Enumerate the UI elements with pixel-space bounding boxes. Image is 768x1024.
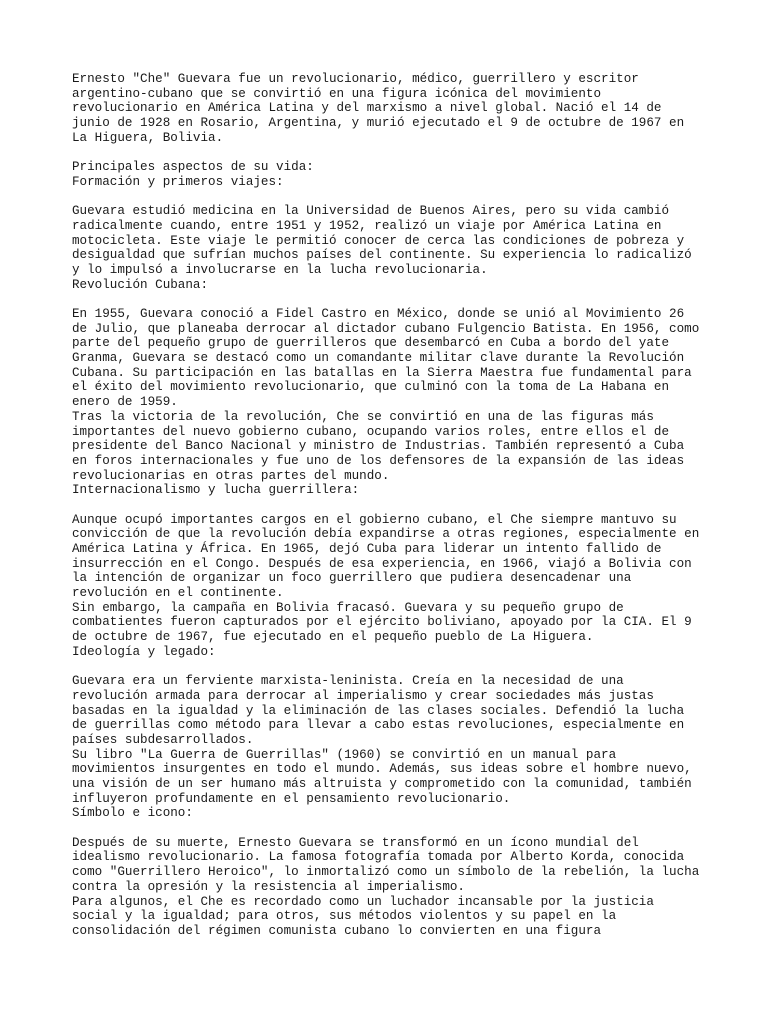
text-line: revolucionarias en otras partes del mundo. xyxy=(72,468,390,483)
text-line: revolución armada para derrocar al imperialismo y crear sociedades más justas xyxy=(72,688,654,703)
text-line: el éxito del movimiento revolucionario, que culminó con la toma de La Habana en xyxy=(72,380,670,395)
text-line: una visión de un ser humano más altruista y comprometido con la comunidad, también xyxy=(72,777,692,791)
text-line: América Latina y África. En 1965, dejó Cuba para liderar un intento fallido de xyxy=(72,542,662,556)
text-line: Tras la victoria de la revolución, Che se convirtió en una de las figuras más xyxy=(72,409,654,424)
text-line: influyeron profundamente en el pensamiento revolucionario. xyxy=(72,791,511,806)
text-line: Revolución Cubana: xyxy=(72,277,209,292)
text-line: Cubana. Su participación en las batallas en la Sierra Maestra fue fundamental para xyxy=(72,365,692,380)
text-line: contra la opresión y la resistencia al imperialismo. xyxy=(72,879,465,894)
text-line: Para algunos, el Che es recordado como un luchador incansable por la justicia xyxy=(72,894,654,909)
text-line: Después de su muerte, Ernesto Guevara se transformó en un ícono mundial del xyxy=(72,835,639,850)
text-line: Su libro "La Guerra de Guerrillas" (1960) se convirtió en un manual para xyxy=(72,747,617,762)
text-line: Principales aspectos de su vida: xyxy=(72,160,314,175)
text-line: Internacionalismo y lucha guerrillera: xyxy=(72,483,360,498)
text-line: Guevara era un ferviente marxista-leninista. Creía en la necesidad de una xyxy=(72,674,624,689)
text-line: presidente del Banco Nacional y ministro de Industrias. También representó a Cuba xyxy=(72,439,685,454)
text-line: en foros internacionales y fue uno de los defensores de la expansión de las ideas xyxy=(72,453,685,468)
text-line: basadas en la igualdad y la eliminación de las clases sociales. Defendió la lucha xyxy=(72,703,685,718)
text-line xyxy=(72,498,712,513)
text-line xyxy=(72,821,712,836)
text-line xyxy=(72,660,712,675)
text-line: enero de 1959. xyxy=(72,395,178,410)
text-line: Sin embargo, la campaña en Bolivia fracasó. Guevara y su pequeño grupo de xyxy=(72,600,624,615)
text-line: insurrección en el Congo. Después de esa experiencia, en 1966, viajó a Bolivia con xyxy=(72,556,692,571)
text-line: desigualdad que sufrían muchos países del continente. Su experiencia lo radicalizó xyxy=(72,248,692,263)
text-line: social y la igualdad; para otros, sus métodos violentos y su papel en la xyxy=(72,909,617,924)
text-line xyxy=(72,145,712,160)
text-line: Ernesto "Che" Guevara fue un revolucionario, médico, guerrillero y escritor xyxy=(72,72,639,86)
text-line: radicalmente cuando, entre 1951 y 1952, realizó un viaje por América Latina en xyxy=(72,218,662,233)
text-line: movimientos insurgentes en todo el mundo. Además, sus ideas sobre el hombre nuevo, xyxy=(72,762,692,777)
text-line: y lo impulsó a involucrarse en la lucha revolucionaria. xyxy=(72,262,488,277)
text-line: Guevara estudió medicina en la Universidad de Buenos Aires, pero su vida cambió xyxy=(72,204,670,219)
text-line: importantes del nuevo gobierno cubano, ocupando varios roles, entre ellos el de xyxy=(72,424,670,439)
text-line: En 1955, Guevara conoció a Fidel Castro en México, donde se unió al Movimiento 26 xyxy=(72,307,685,321)
text-line: convicción de que la revolución debía expandirse a otras regiones, especialmente en xyxy=(72,527,700,542)
text-line: Formación y primeros viajes: xyxy=(72,174,284,189)
text-line: consolidación del régimen comunista cubano lo convierten en una figura xyxy=(72,923,602,938)
text-line: Granma, Guevara se destacó como un comandante militar clave durante la Revolución xyxy=(72,351,685,366)
text-line: de Julio, que planeaba derrocar al dictador cubano Fulgencio Batista. En 1956, como xyxy=(72,321,700,336)
text-line: junio de 1928 en Rosario, Argentina, y murió ejecutado el 9 de octubre de 1967 en xyxy=(72,116,685,131)
text-line: motocicleta. Este viaje le permitió conocer de cerca las condiciones de pobreza y xyxy=(72,233,685,248)
document-page xyxy=(72,72,712,939)
text-line: La Higuera, Bolivia. xyxy=(72,130,224,145)
text-line: de octubre de 1967, fue ejecutado en el pequeño pueblo de La Higuera. xyxy=(72,630,594,645)
text-line: revolución en el continente. xyxy=(72,586,284,601)
text-line: argentino-cubano que se convirtió en una figura icónica del movimiento xyxy=(72,86,602,101)
text-line xyxy=(72,292,712,307)
text-line: de guerrillas como método para llevar a cabo estas revoluciones, especialmente en xyxy=(72,718,685,733)
text-line: Ideología y legado: xyxy=(72,644,216,659)
text-line: Aunque ocupó importantes cargos en el gobierno cubano, el Che siempre mantuvo su xyxy=(72,512,677,527)
text-line: combatientes fueron capturados por el ejército boliviano, apoyado por la CIA. El 9 xyxy=(72,615,692,630)
text-line xyxy=(72,190,712,205)
text-line: países subdesarrollados. xyxy=(72,732,254,747)
text-line: revolucionario en América Latina y del marxismo a nivel global. Nació el 14 de xyxy=(72,101,662,116)
text-line: idealismo revolucionario. La famosa fotografía tomada por Alberto Korda, conocida xyxy=(72,850,685,865)
text-line: parte del pequeño grupo de guerrilleros que desembarcó en Cuba a bordo del yate xyxy=(72,336,670,351)
text-line: Símbolo e icono: xyxy=(72,806,193,821)
text-line: la intención de organizar un foco guerrillero que pudiera desencadenar una xyxy=(72,571,632,586)
text-line: como "Guerrillero Heroico", lo inmortalizó como un símbolo de la rebelión, la lucha xyxy=(72,865,700,880)
